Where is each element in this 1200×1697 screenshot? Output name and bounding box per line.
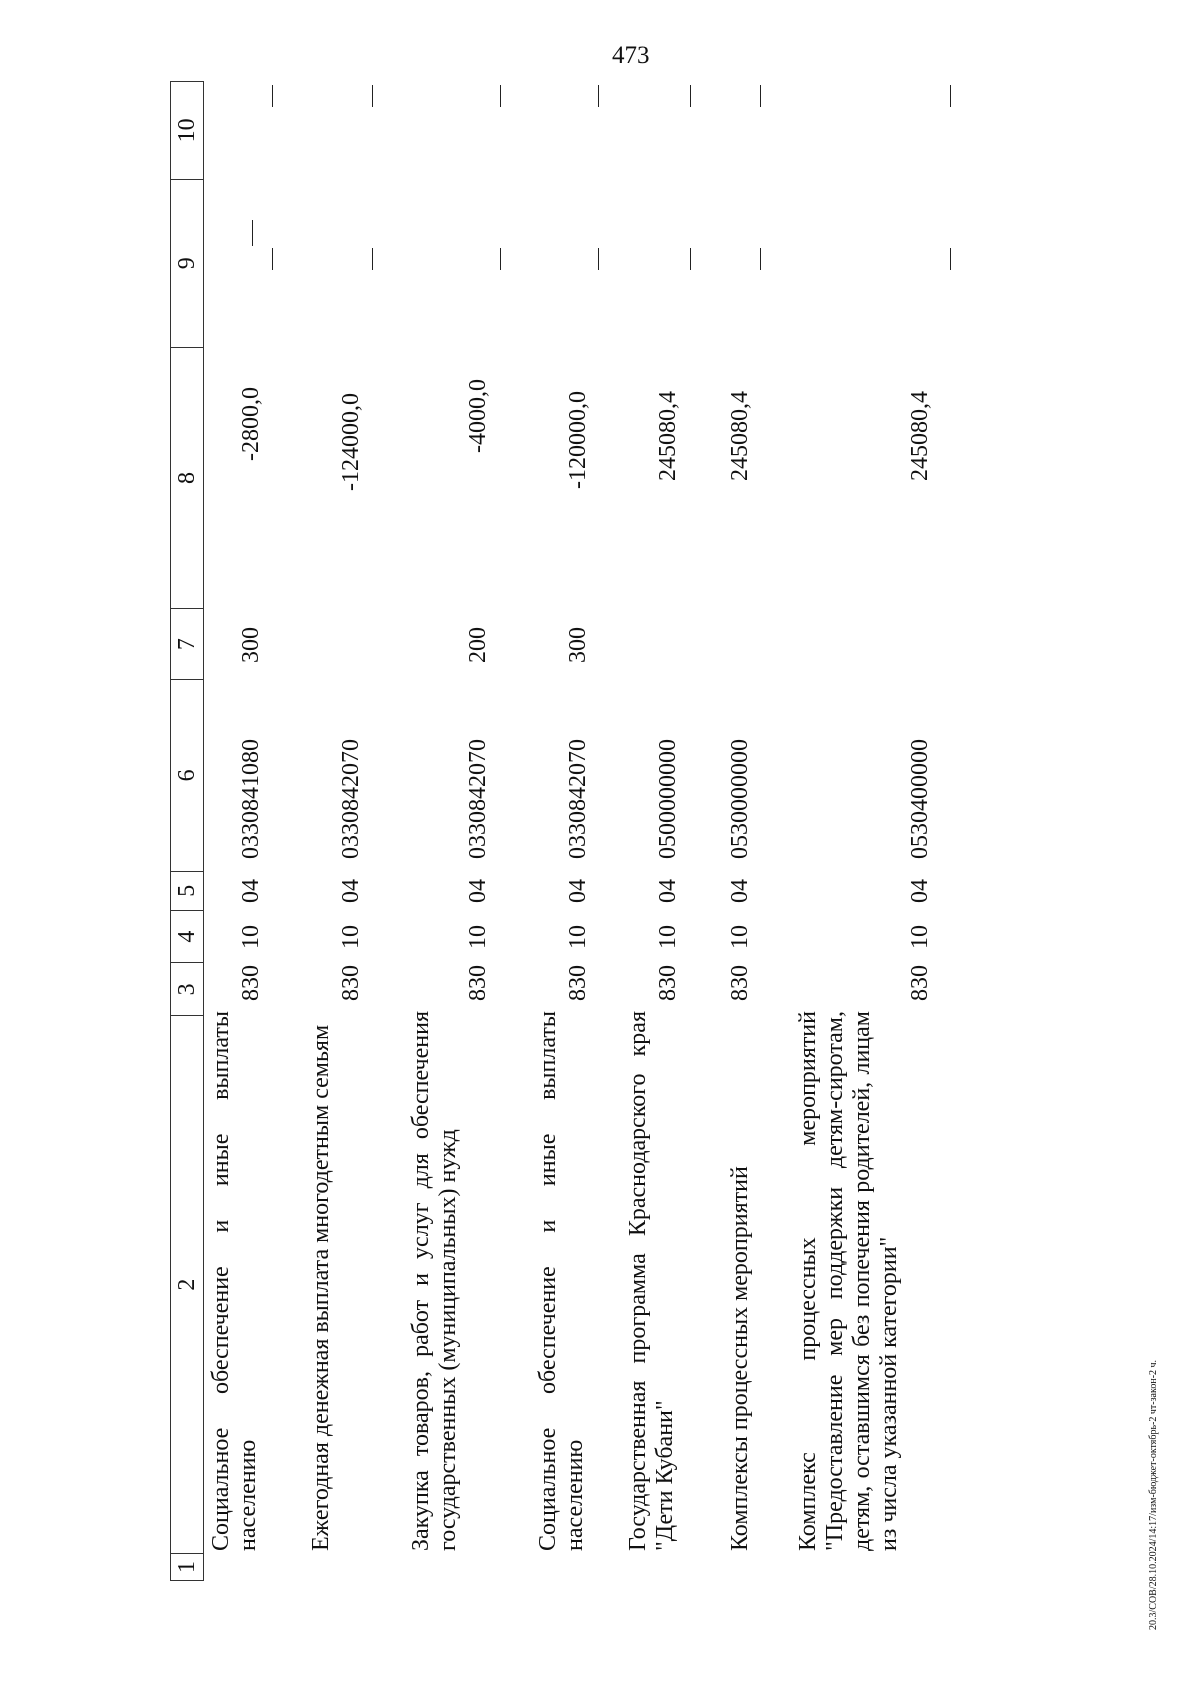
dash-col9-row7 xyxy=(950,248,951,270)
cell-col5: 04 xyxy=(565,879,591,903)
column-header: 10 xyxy=(171,82,204,180)
cell-col8: 245080,4 xyxy=(655,391,681,481)
dash-col10-row3 xyxy=(500,85,501,107)
cell-col8: 245080,4 xyxy=(907,391,933,481)
column-header-row xyxy=(170,81,204,1581)
cell-col3: 830 xyxy=(907,965,933,1001)
row-name: Ежегодная денежная выплата многодетным семьям xyxy=(308,1024,334,1551)
column-header: 9 xyxy=(171,179,204,347)
cell-col4: 10 xyxy=(338,925,364,949)
cell-col3: 830 xyxy=(727,965,753,1001)
cell-col7: 300 xyxy=(238,627,264,663)
cell-col5: 04 xyxy=(727,879,753,903)
table-row xyxy=(308,81,368,1581)
row-name: Государственная программа Краснодарского края "Дети Кубани" xyxy=(625,1011,678,1551)
cell-col5: 04 xyxy=(465,879,491,903)
column-header: 3 xyxy=(171,963,204,1016)
row-name: Социальное обеспечение и иные выплаты населению xyxy=(535,1011,588,1551)
dash-col9-row3 xyxy=(500,248,501,270)
cell-col6: 0330842070 xyxy=(338,739,364,859)
cell-col6: 0330841080 xyxy=(238,739,264,859)
table-row xyxy=(535,81,595,1581)
dash-col10-row1 xyxy=(272,85,273,107)
dash-col9-row4 xyxy=(598,248,599,270)
page-number: 473 xyxy=(612,42,650,69)
cell-col3: 830 xyxy=(565,965,591,1001)
cell-col7: 200 xyxy=(465,627,491,663)
cell-col3: 830 xyxy=(465,965,491,1001)
dash-col9-row2 xyxy=(372,248,373,270)
column-header: 1 xyxy=(171,1554,204,1581)
cell-col6: 0330842070 xyxy=(565,739,591,859)
dash-col10-row5 xyxy=(690,85,691,107)
cell-col5: 04 xyxy=(338,879,364,903)
dash-col9 xyxy=(252,220,253,246)
cell-col8: -2800,0 xyxy=(238,387,264,461)
cell-col8: 245080,4 xyxy=(727,391,753,481)
row-name: Социальное обеспечение и иные выплаты населению xyxy=(208,1011,261,1551)
cell-col3: 830 xyxy=(338,965,364,1001)
column-header: 4 xyxy=(171,910,204,963)
dash-col10-row6 xyxy=(760,85,761,107)
row-name: Комплексы процессных мероприятий xyxy=(727,1166,753,1551)
cell-col5: 04 xyxy=(907,879,933,903)
cell-col4: 10 xyxy=(907,925,933,949)
table-row xyxy=(727,81,759,1581)
dash-col10-row4 xyxy=(598,85,599,107)
cell-col8: -4000,0 xyxy=(465,379,491,453)
row-name: Комплекс процессных мероприятий "Предоставление мер поддержки детям-сиротам, детям, оставшимся без попечения родителей, лицам из числа указанной категории" xyxy=(795,1011,902,1551)
cell-col5: 04 xyxy=(655,879,681,903)
column-header: 8 xyxy=(171,347,204,609)
cell-col7: 300 xyxy=(565,627,591,663)
column-header: 2 xyxy=(171,1016,204,1554)
document-code: 20.3/СОВ/28.10.2024/14:17/изм-бюджет-октябрь-2 чт-закон-2 ч. xyxy=(1148,1359,1159,1630)
cell-col8: -124000,0 xyxy=(338,393,364,491)
cell-col5: 04 xyxy=(238,879,264,903)
cell-col4: 10 xyxy=(465,925,491,949)
cell-col3: 830 xyxy=(238,965,264,1001)
cell-col3: 830 xyxy=(655,965,681,1001)
dash-col9-row1 xyxy=(272,248,273,270)
dash-col10-row2 xyxy=(372,85,373,107)
cell-col6: 0500000000 xyxy=(655,739,681,859)
dash-col9-row6 xyxy=(760,248,761,270)
cell-col4: 10 xyxy=(565,925,591,949)
dash-col9-row5 xyxy=(690,248,691,270)
column-header: 5 xyxy=(171,871,204,910)
cell-col8: -120000,0 xyxy=(565,391,591,489)
table-row xyxy=(795,81,935,1581)
column-header: 6 xyxy=(171,679,204,871)
table-row xyxy=(625,81,685,1581)
cell-col4: 10 xyxy=(727,925,753,949)
table-row xyxy=(408,81,495,1581)
cell-col4: 10 xyxy=(238,925,264,949)
cell-col4: 10 xyxy=(655,925,681,949)
cell-col6: 0530400000 xyxy=(907,739,933,859)
table-row xyxy=(208,81,268,1581)
cell-col6: 0530000000 xyxy=(727,739,753,859)
cell-col6: 0330842070 xyxy=(465,739,491,859)
row-name: Закупка товаров, работ и услуг для обеспечения государственных (муниципальных) нужд xyxy=(408,1011,461,1551)
dash-col10-row7 xyxy=(950,85,951,107)
rotated-table-area xyxy=(170,81,970,1581)
column-header: 7 xyxy=(171,609,204,680)
